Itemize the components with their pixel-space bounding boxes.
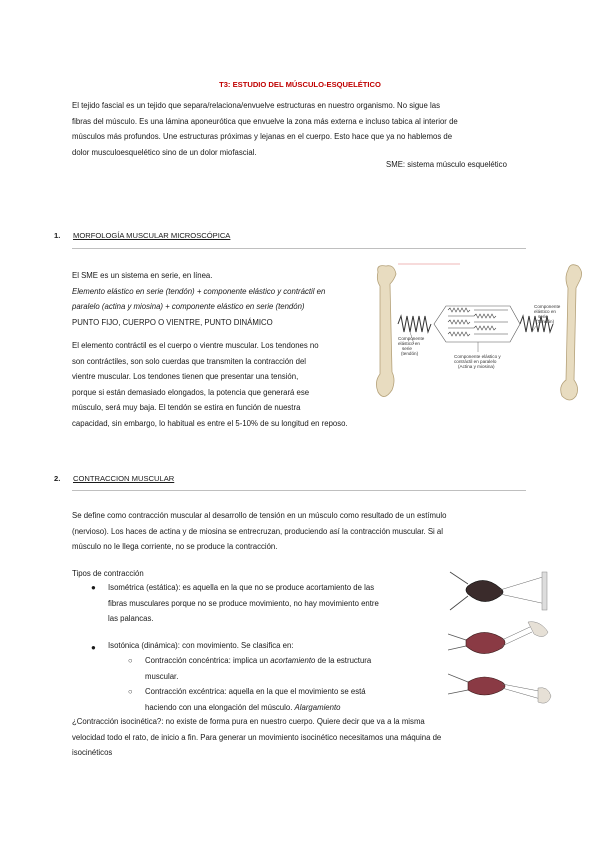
text-line: muscular. — [145, 671, 179, 681]
sme-note: SME: sistema músculo esquelético — [386, 160, 507, 169]
emphasis-text: acortamiento — [270, 656, 316, 665]
bullet-icon: ● — [91, 643, 96, 652]
isokinetic-paragraph — [72, 714, 542, 761]
text-line: son contráctiles, son solo cuerdas que transmiten la contracción del — [72, 356, 307, 366]
section-number: 1. — [54, 231, 61, 240]
label-right: serie — [538, 314, 548, 319]
label-right: Componente — [534, 304, 561, 309]
label-left: serie — [402, 346, 412, 351]
text-span: haciendo con una elongación del músculo. — [145, 702, 295, 712]
sme-description — [72, 268, 372, 330]
text-line: ¿Contracción isocinética?: no existe de forma pura en nuestro cuerpo. Quiere decir que va a la misma — [72, 717, 425, 726]
isometric-illustration — [448, 570, 548, 612]
text-span: de la estructura — [315, 656, 372, 665]
label-center: Componente elástico y — [454, 354, 501, 359]
text-line: Contracción excéntrica: aquella en la que el movimiento se está — [145, 687, 366, 696]
section-heading: MORFOLOGÍA MUSCULAR MICROSCÓPICA — [73, 231, 231, 240]
isometric-figure — [448, 570, 548, 612]
label-center: (Actina y miosina) — [458, 364, 495, 369]
text-line: fibras musculares porque no se produce movimiento, no hay movimiento entre — [108, 598, 379, 608]
bullet-icon: ● — [91, 583, 96, 592]
text-line: paralelo (actina y miosina) + componente elástico en serie (tendón) — [72, 302, 305, 311]
eccentric-item — [145, 684, 435, 715]
label-center: contráctil en paralelo — [454, 359, 497, 364]
contractile-paragraph — [72, 338, 412, 431]
label-right: (Tendón) — [536, 319, 555, 324]
circle-bullet-icon: ○ — [128, 656, 133, 665]
isometric-item — [108, 580, 428, 627]
text-line: isocinéticos — [72, 748, 113, 757]
text-line: vientre muscular. Los tendones tienen que presentar una tensión, — [72, 372, 299, 381]
types-title: Tipos de contracción — [72, 569, 144, 578]
section-divider — [72, 490, 526, 491]
page-title: T3: ESTUDIO DEL MÚSCULO-ESQUELÉTICO — [219, 80, 381, 89]
section-number: 2. — [54, 474, 61, 483]
text-line: capacidad, sin embargo, lo habitual es entre el 5-10% de su longitud en reposo. — [72, 418, 348, 428]
eccentric-figure — [448, 666, 552, 708]
circle-bullet-icon: ○ — [128, 687, 133, 696]
label-left: (tendón) — [401, 351, 419, 356]
label-left: Componente — [398, 336, 425, 341]
text-span: Contracción concéntrica: implica un — [145, 656, 271, 665]
eccentric-illustration — [448, 666, 552, 708]
concentric-item — [145, 653, 435, 684]
isotonic-item: Isotónica (dinámica): con movimiento. Se clasifica en: — [108, 641, 294, 650]
label-left: elástico en — [398, 341, 420, 346]
text-line: Se define como contracción muscular al desarrollo de tensión en un músculo como resultado de un estímulo — [72, 511, 447, 520]
muscle-model-illustration — [374, 262, 584, 406]
text-line: (nervioso). Los haces de actina y de miosina se entrecruzan, produciendo así la contracción muscular. Si al — [72, 526, 443, 536]
text-line: porque si están demasiado elongados, la potencia que generará ese — [72, 387, 310, 397]
intro-line: fibras del músculo. Es una lámina aponeurótica que envuelve la zona más externa e incluso tabica al interior de — [72, 116, 458, 126]
concentric-figure — [448, 620, 552, 664]
intro-paragraph — [72, 98, 532, 160]
label-right: elástico en — [534, 309, 556, 314]
intro-line: El tejido fascial es un tejido que separa/relaciona/envuelve estructuras en nuestro organismo. No sigue las — [72, 101, 440, 110]
text-line: músculo, será muy baja. El tendón se estira en función de nuestra — [72, 403, 301, 412]
text-line: Isométrica (estática): es aquella en la que no se produce acortamiento de las — [108, 583, 375, 592]
intro-line: dolor musculoesquelético sino de un dolor miofascial. — [72, 147, 257, 157]
text-line: Elemento elástico en serie (tendón) + componente elástico y contráctil en — [72, 286, 326, 296]
section-divider — [72, 248, 526, 249]
text-line: músculo no le llega corriente, no se produce la contracción. — [72, 542, 278, 551]
contraction-definition — [72, 508, 532, 555]
emphasis-text: Alargamiento — [294, 702, 341, 712]
text-line: El SME es un sistema en serie, en línea. — [72, 271, 213, 280]
concentric-illustration — [448, 620, 552, 664]
caps-line: PUNTO FIJO, CUERPO O VIENTRE, PUNTO DINÁMICO — [72, 317, 273, 327]
intro-line: músculos más profundos. Une estructuras próximas y lejanas en el cuerpo. Esto hace que ya no hablemos de — [72, 132, 453, 141]
section-heading: CONTRACCION MUSCULAR — [73, 474, 175, 483]
text-line: las palancas. — [108, 614, 154, 623]
text-line: El elemento contráctil es el cuerpo o vientre muscular. Los tendones no — [72, 341, 319, 350]
text-line: velocidad todo el rato, de inicio a fin. Para generar un movimiento isocinético necesitamos una máquina de — [72, 732, 442, 742]
muscle-model-figure — [374, 262, 584, 406]
